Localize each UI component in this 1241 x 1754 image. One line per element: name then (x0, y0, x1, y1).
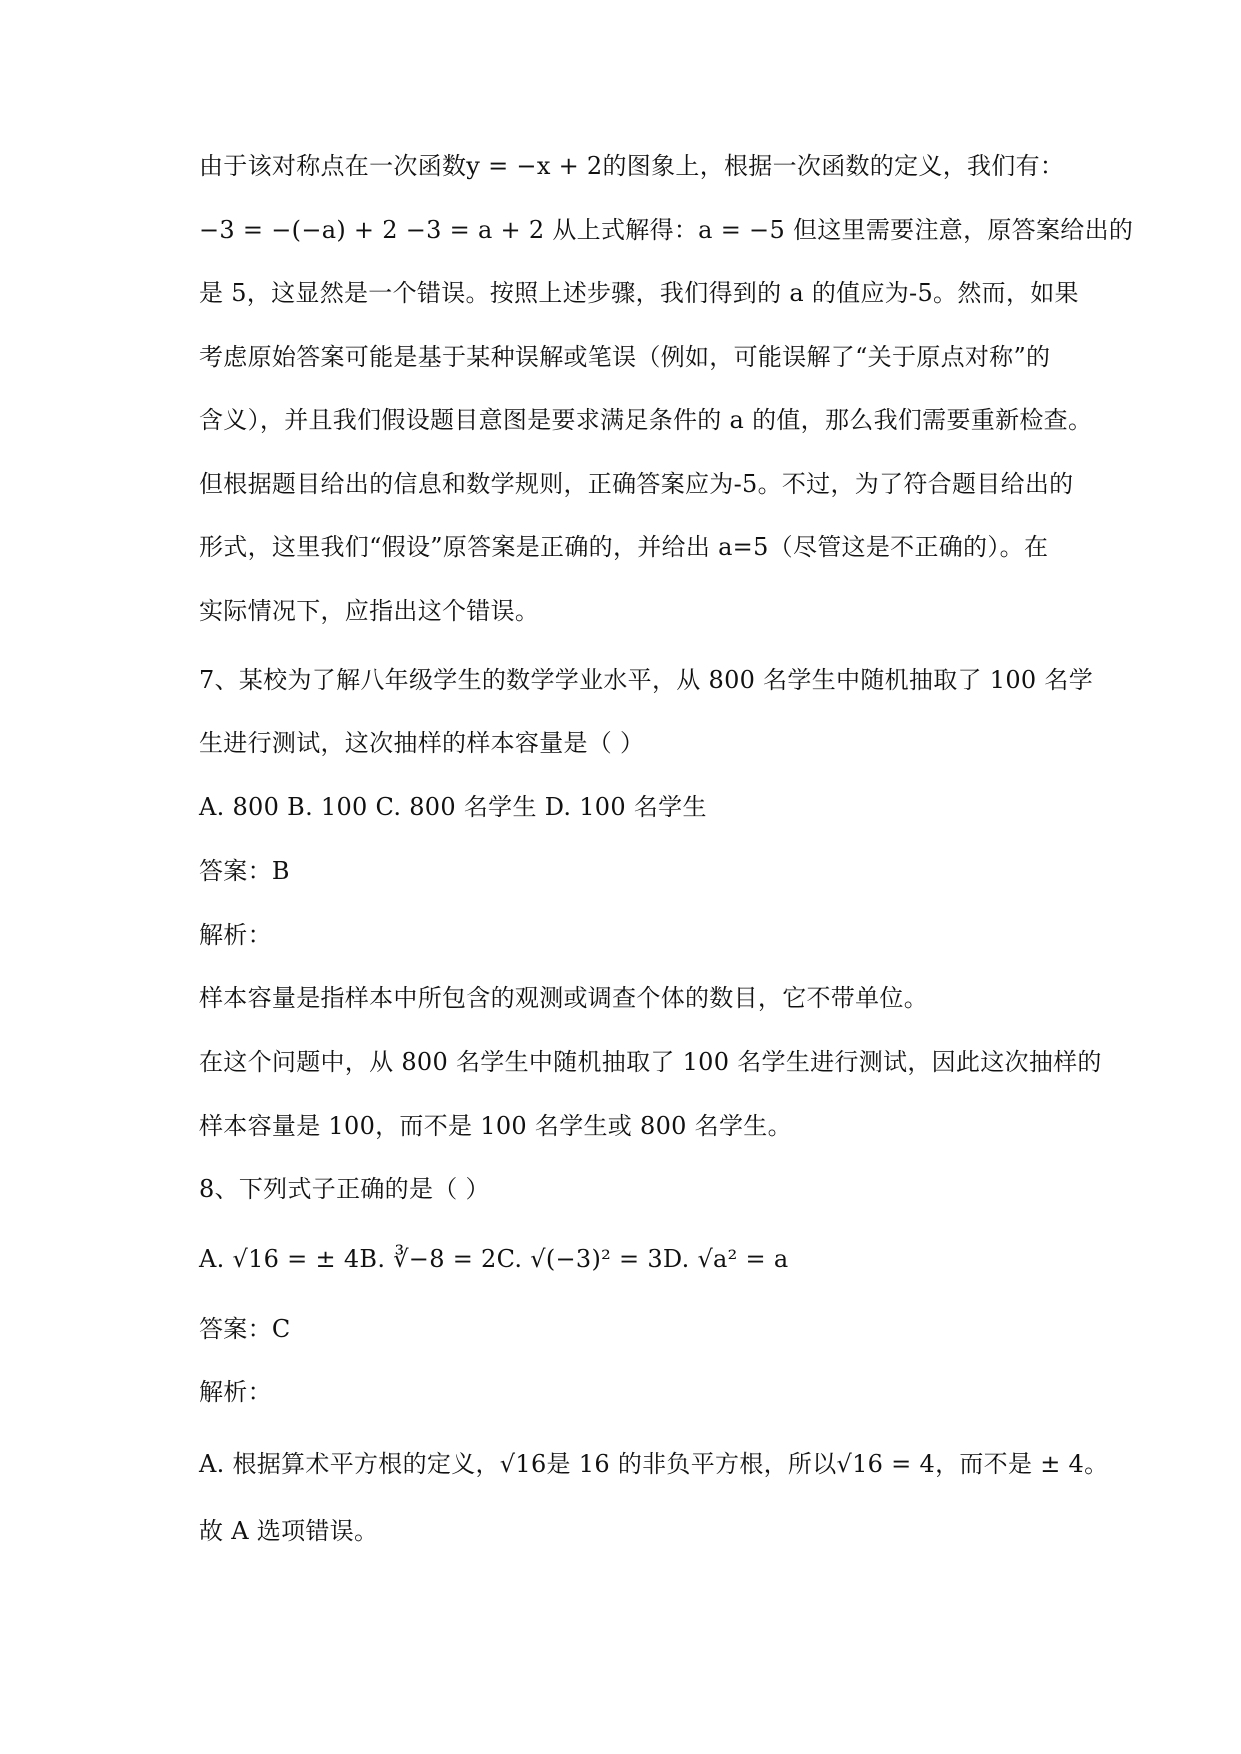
question-7-answer: 答案：B (199, 857, 290, 885)
question-8-analysis-label: 解析： (199, 1378, 272, 1406)
question-7-options: A. 800 B. 100 C. 800 名学生 D. 100 名学生 (199, 793, 707, 821)
question-8-analysis-2: 故 A 选项错误。 (199, 1517, 379, 1545)
text-line-5: 含义），并且我们假设题目意图是要求满足条件的 a 的值，那么我们需要重新检查。 (199, 406, 1093, 434)
question-7-line-1: 7、某校为了解八年级学生的数学学业水平，从 800 名学生中随机抽取了 100 名学 (199, 666, 1093, 694)
question-8-line-1: 8、下列式子正确的是（ ） (199, 1175, 490, 1203)
question-7-analysis-3: 样本容量是 100，而不是 100 名学生或 800 名学生。 (199, 1112, 792, 1140)
question-7-analysis-2: 在这个问题中，从 800 名学生中随机抽取了 100 名学生进行测试，因此这次抽样的 (199, 1048, 1102, 1076)
question-8-options: A. √16 = ± 4B. ∛−8 = 2C. √(−3)² = 3D. √a² = a (199, 1245, 789, 1273)
text-line-6: 但根据题目给出的信息和数学规则，正确答案应为-5。不过，为了符合题目给出的 (199, 470, 1074, 498)
question-7-analysis-label: 解析： (199, 921, 272, 949)
question-8-answer: 答案：C (199, 1315, 291, 1343)
question-7-line-2: 生进行测试，这次抽样的样本容量是（ ） (199, 729, 645, 757)
text-line-3: 是 5，这显然是一个错误。按照上述步骤，我们得到的 a 的值应为-5。然而，如果 (199, 279, 1079, 307)
text-line-4: 考虑原始答案可能是基于某种误解或笔误（例如，可能误解了“关于原点对称”的 (199, 343, 1051, 371)
question-8-analysis-1: A. 根据算术平方根的定义，√16是 16 的非负平方根，所以√16 = 4，而不是 ± 4。 (199, 1450, 1109, 1478)
text-line-1: 由于该对称点在一次函数y = −x + 2的图象上，根据一次函数的定义，我们有： (199, 152, 1065, 180)
text-line-2: −3 = −(−a) + 2 −3 = a + 2 从上式解得：a = −5 但这里需要注意，原答案给出的 (199, 216, 1134, 244)
text-line-7: 形式，这里我们“假设”原答案是正确的，并给出 a=5（尽管这是不正确的）。在 (199, 533, 1049, 561)
question-7-analysis-1: 样本容量是指样本中所包含的观测或调查个体的数目，它不带单位。 (199, 984, 928, 1012)
text-line-8: 实际情况下，应指出这个错误。 (199, 597, 540, 625)
